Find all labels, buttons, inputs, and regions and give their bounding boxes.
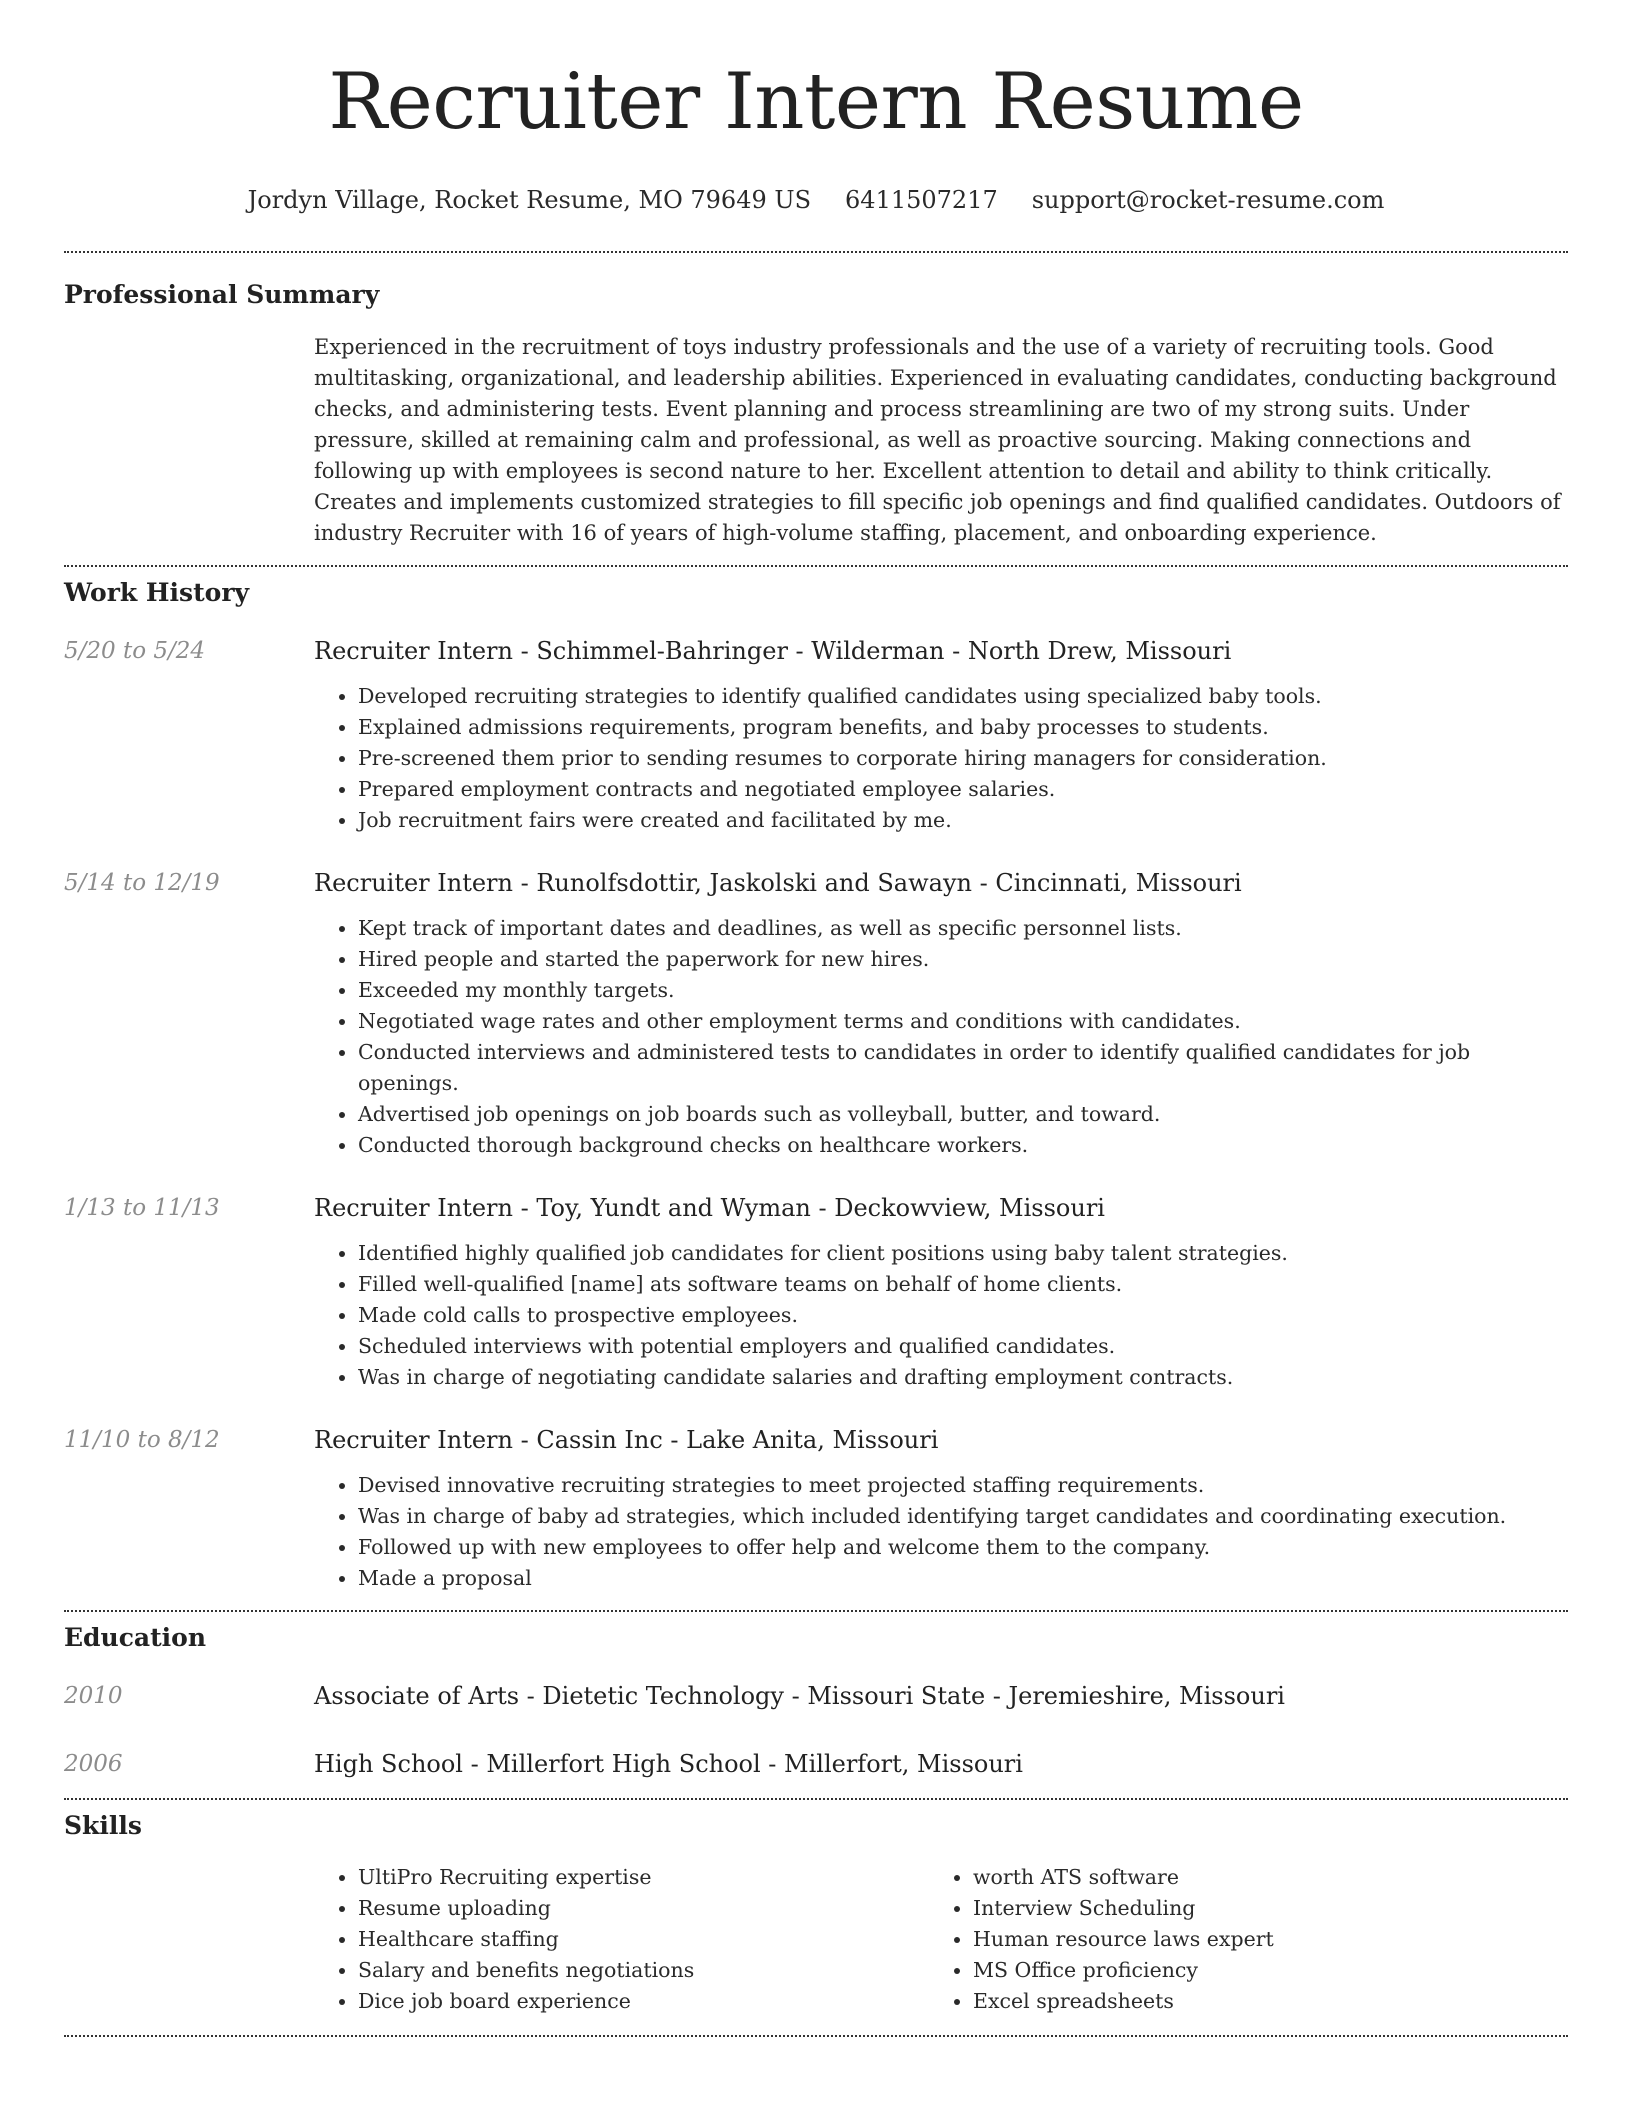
list-item: • Made a proposal bbox=[358, 1563, 1568, 1594]
skill-item: • Salary and benefits negotiations bbox=[358, 1955, 929, 1986]
list-item: • Negotiated wage rates and other employment terms and conditions with candidates. bbox=[358, 1006, 1568, 1037]
skill-item: • Healthcare staffing bbox=[358, 1924, 929, 1955]
list-item: • Was in charge of baby ad strategies, which included identifying target candidates and coordinating execution. bbox=[358, 1501, 1568, 1532]
list-item: • Pre-screened them prior to sending resumes to corporate hiring managers for consideration. bbox=[358, 743, 1568, 774]
education-entry bbox=[64, 1748, 1568, 1780]
skills-section bbox=[64, 1800, 1568, 2017]
list-item: • Exceeded my monthly targets. bbox=[358, 975, 1568, 1006]
job-date: 5/20 to 5/24 bbox=[64, 638, 206, 664]
divider bbox=[64, 2035, 1568, 2037]
job-date: 11/10 to 8/12 bbox=[64, 1427, 220, 1453]
job-title: Recruiter Intern - Toy, Yundt and Wyman - Deckowview, Missouri bbox=[314, 1194, 1105, 1222]
list-item: • Prepared employment contracts and negotiated employee salaries. bbox=[358, 774, 1568, 805]
job-title: Recruiter Intern - Runolfsdottir, Jaskolski and Sawayn - Cincinnati, Missouri bbox=[314, 869, 1242, 897]
skill-item: • Dice job board experience bbox=[358, 1986, 929, 2017]
list-item: • Conducted thorough background checks on healthcare workers. bbox=[358, 1130, 1568, 1161]
email: support@rocket-resume.com bbox=[1031, 186, 1385, 214]
skills-columns bbox=[314, 1862, 1568, 2017]
skill-item: • Excel spreadsheets bbox=[973, 1986, 1544, 2017]
list-item: • Devised innovative recruiting strategies to meet projected staffing requirements. bbox=[358, 1470, 1568, 1501]
education-date: 2010 bbox=[64, 1683, 123, 1709]
list-item: • Made cold calls to prospective employees. bbox=[358, 1300, 1568, 1331]
list-item: • Developed recruiting strategies to identify qualified candidates using specialized baby tools. bbox=[358, 681, 1568, 712]
skills-list-right bbox=[929, 1862, 1544, 2017]
list-item: • Hired people and started the paperwork for new hires. bbox=[358, 944, 1568, 975]
job-entry bbox=[64, 1192, 1568, 1393]
list-item: • Conducted interviews and administered tests to candidates in order to identify qualified candidates for job openings. bbox=[358, 1037, 1568, 1099]
resume-title: Recruiter Intern Resume bbox=[328, 57, 1304, 147]
job-entry bbox=[64, 635, 1568, 836]
work-history-section bbox=[64, 567, 1568, 1594]
job-bullets bbox=[314, 1238, 1568, 1393]
education-text: High School - Millerfort High School - Millerfort, Missouri bbox=[314, 1750, 1023, 1778]
list-item: • Filled well-qualified [name] ats software teams on behalf of home clients. bbox=[358, 1269, 1568, 1300]
list-item: • Identified highly qualified job candidates for client positions using baby talent strategies. bbox=[358, 1238, 1568, 1269]
job-entry bbox=[64, 867, 1568, 1161]
job-title: Recruiter Intern - Schimmel-Bahringer - Wilderman - North Drew, Missouri bbox=[314, 637, 1232, 665]
list-item: • Kept track of important dates and deadlines, as well as specific personnel lists. bbox=[358, 913, 1568, 944]
job-entry bbox=[64, 1424, 1568, 1594]
job-title: Recruiter Intern - Cassin Inc - Lake Anita, Missouri bbox=[314, 1426, 939, 1454]
education-entry bbox=[64, 1680, 1568, 1712]
list-item: • Was in charge of negotiating candidate salaries and drafting employment contracts. bbox=[358, 1362, 1568, 1393]
section-heading-skills: Skills bbox=[64, 1811, 142, 1840]
summary-text: Experienced in the recruitment of toys industry professionals and the use of a variety of recruiting tools. Good multitasking, organizational, and leadership abilities. Experienced in evaluating candidates, conducting background checks, and administering tests. Event planning and process streamlining are two of my strong suits. Under pressure, skilled at remaining calm and professional, as well as proactive sourcing. Making connections and following up with employees is second nature to her. Excellent attention to detail and ability to think critically. Creates and implements customized strategies to fill specific job openings and find qualified candidates. Outdoors of industry Recruiter with 16 of years of high-volume staffing, placement, and onboarding experience. bbox=[314, 335, 1561, 545]
address: Jordyn Village, Rocket Resume, MO 79649 US bbox=[247, 186, 812, 214]
education-date: 2006 bbox=[64, 1751, 123, 1777]
contact-line bbox=[64, 184, 1568, 216]
summary-section bbox=[64, 253, 1568, 549]
skill-item: • MS Office proficiency bbox=[973, 1955, 1544, 1986]
job-bullets bbox=[314, 681, 1568, 836]
section-heading-education: Education bbox=[64, 1623, 207, 1652]
section-heading-summary: Professional Summary bbox=[64, 280, 380, 309]
skill-item: • Interview Scheduling bbox=[973, 1893, 1544, 1924]
skills-list-left bbox=[314, 1862, 929, 2017]
list-item: • Scheduled interviews with potential employers and qualified candidates. bbox=[358, 1331, 1568, 1362]
job-bullets bbox=[314, 1470, 1568, 1594]
list-item: • Followed up with new employees to offer help and welcome them to the company. bbox=[358, 1532, 1568, 1563]
job-bullets bbox=[314, 913, 1568, 1161]
skill-item: • UltiPro Recruiting expertise bbox=[358, 1862, 929, 1893]
job-date: 5/14 to 12/19 bbox=[64, 870, 220, 896]
skill-item: • worth ATS software bbox=[973, 1862, 1544, 1893]
education-text: Associate of Arts - Dietetic Technology - Missouri State - Jeremieshire, Missouri bbox=[314, 1682, 1285, 1710]
section-heading-work: Work History bbox=[64, 578, 250, 607]
phone: 6411507217 bbox=[845, 186, 998, 214]
list-item: • Explained admissions requirements, program benefits, and baby processes to students. bbox=[358, 712, 1568, 743]
list-item: • Job recruitment fairs were created and facilitated by me. bbox=[358, 805, 1568, 836]
skill-item: • Resume uploading bbox=[358, 1893, 929, 1924]
job-date: 1/13 to 11/13 bbox=[64, 1195, 220, 1221]
education-section bbox=[64, 1612, 1568, 1780]
skill-item: • Human resource laws expert bbox=[973, 1924, 1544, 1955]
list-item: • Advertised job openings on job boards such as volleyball, butter, and toward. bbox=[358, 1099, 1568, 1130]
